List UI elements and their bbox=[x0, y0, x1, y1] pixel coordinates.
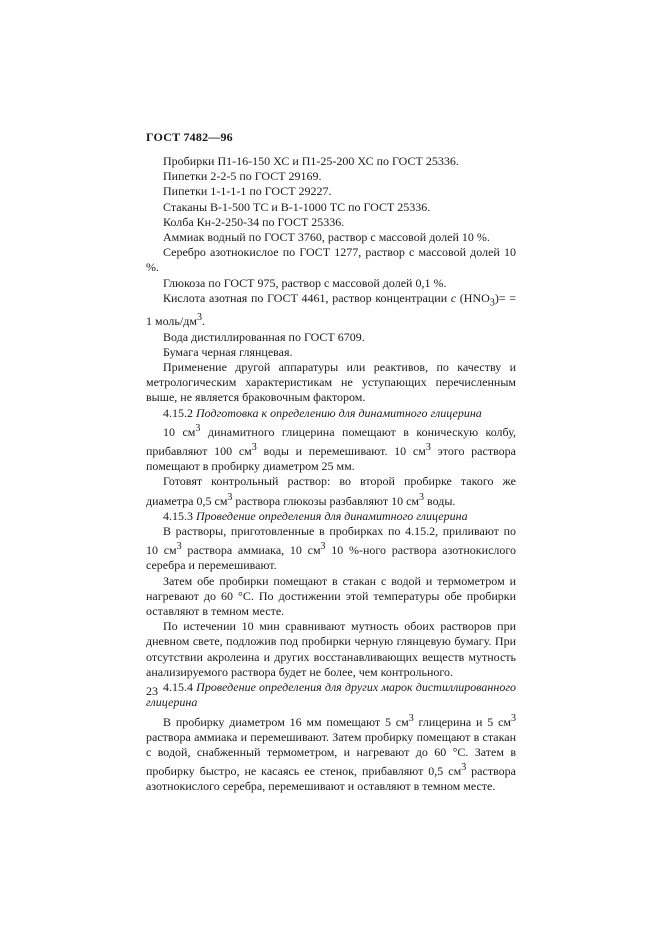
page-number: 23 bbox=[146, 684, 158, 698]
page-header: ГОСТ 7482—96 bbox=[146, 130, 233, 144]
paragraph: В пробирку диаметром 16 мм помещают 5 $см^3$ глицерина и 5 $см^3$ раствора аммиака и перемешивают. Затем пробирку помещают в стакан с водой, снабженный термометром, и нагревают до 60 °С. Затем в пробирку быстро, не касаясь ее стенок, прибавляют 0,5 $см^3$ раствора азотнокислого серебра, перемешивают и оставляют в темном месте. bbox=[146, 712, 517, 794]
paragraph: Стаканы В-1-500 ТС и В-1-1000 ТС по ГОСТ 25336. bbox=[163, 199, 431, 214]
paragraph: Пипетки 1-1-1-1 по ГОСТ 29227. bbox=[163, 184, 332, 199]
paragraph: Глюкоза по ГОСТ 975, раствор с массовой долей 0,1 %. bbox=[163, 275, 447, 290]
paragraph: Кислота азотная по ГОСТ 4461, раствор концентрации с $(HNO_3)= = 1$ моль/$дм^3$. bbox=[146, 290, 517, 329]
paragraph: Бумага черная глянцевая. bbox=[163, 344, 293, 359]
paragraph: Затем обе пробирки помещают в стакан с водой и термометром и нагревают до 60 °С. По достижении этой температуры обе пробирки оставляют в темном месте. bbox=[146, 573, 516, 619]
paragraph: Пробирки П1-16-150 ХС и П1-25-200 ХС по ГОСТ 25336. bbox=[163, 154, 459, 168]
paragraph: По истечении 10 мин сравнивают мутность обоих растворов при дневном свете, подложив под пробирки черную глянцевую бумагу. При отсутствии акролеина и других восстанавливающих веществ мутность анализируемого раствора будет не более, чем контрольного. bbox=[146, 619, 516, 679]
paragraph: Готовят контрольный раствор: во второй пробирке такого же диаметра 0,5 $см^3$ раствора глюкозы разбавляют 10 $см^3$ воды. bbox=[146, 474, 516, 508]
paragraph: Пипетки 2-2-5 по ГОСТ 29169. bbox=[163, 169, 322, 184]
paragraph: В растворы, приготовленные в пробирках по 4.15.2, приливают по 10 $см^3$ раствора аммиака, 10 $см^3$ 10 %-ного раствора азотнокислого серебра и перемешивают. bbox=[146, 524, 517, 573]
paragraph: Колба Кн-2-250-34 по ГОСТ 25336. bbox=[163, 214, 345, 229]
paragraph: Аммиак водный по ГОСТ 3760, раствор с массовой долей 10 %. bbox=[163, 230, 490, 245]
paragraph: 10 $см^3$ динамитного глицерина помещают в коническую колбу, прибавляют 100 $см^3$ воды и перемешивают. 10 $см^3$ этого раствора помещают в пробирку диаметром 25 мм. bbox=[146, 422, 516, 474]
paragraph: Применение другой аппаратуры или реактивов, по качеству и метрологическим характеристикам не уступающих перечисленным выше, не является браковочным фактором. bbox=[146, 360, 516, 405]
paragraph: 4.15.3 Проведение определения для динамитного глицерина bbox=[163, 508, 468, 523]
document-body bbox=[146, 154, 516, 795]
paragraph: 4.15.4 Проведение определения для других марок дистиллированного глицерина bbox=[146, 680, 517, 710]
paragraph: Серебро азотнокислое по ГОСТ 1277, раствор с массовой долей 10 %. bbox=[146, 245, 516, 275]
paragraph: 4.15.2 Подготовка к определению для динамитного глицерина bbox=[163, 405, 482, 420]
paragraph: Вода дистиллированная по ГОСТ 6709. bbox=[163, 329, 365, 344]
